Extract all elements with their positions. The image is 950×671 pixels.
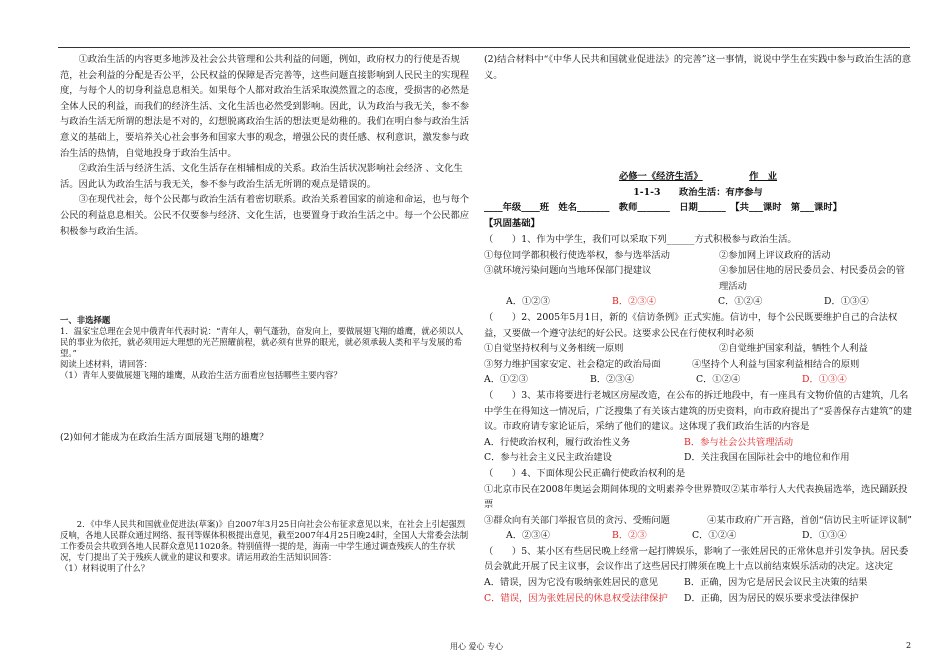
mc1-option: ①每位同学都积极行使选举权，参与选举活动 (484, 249, 670, 261)
mc1-answer-c: C．①②④ (718, 296, 763, 308)
intro-paragraph-2: ②政治生活与经济生活、文化生活存在相辅相成的关系。政治生活状况影响社会经济 、文化生活。因此认为政治生活与我无关，参不参与政治生活无所谓的观点是错误的。 (60, 163, 463, 190)
consolidate-heading: 【巩固基础】 (484, 217, 540, 229)
mc1-answer-b: B．②③④ (612, 296, 657, 308)
mc3-answers-row2 (484, 450, 912, 466)
mc2-options-row1 (484, 341, 912, 357)
intro-paragraph-1: ①政治生活的内容更多地涉及社会公共管理和公共利益的问题，例如，政府权力的行使是否规范，社会利益的分配是否公平，公民权益的保障是否完善等，这些问题直接影响到人民民主的实现程度，与每个人的切身利益息息相关。如果每个人都对政治生活采取漠然置之的态度，受损害的必然是全体人民的利益，而我们的经济生活、文化生活也必然受到影响。因此，认为政治与我无关，参不参与政治生活无所谓的想法是不对的，幻想脱离政治生活的想法更是幼稚的。我们在明白参与政治生活意义的基础上，要培养关心社会事务和国家大事的观念，增强公民的责任感、权利意识，激发参与政治生活的热情，自觉地投身于政治生活中。 (60, 54, 470, 159)
mc4-answers (484, 528, 912, 544)
mc4-answer-b: B．②③ (612, 530, 647, 542)
mc2-option: ①自觉坚持权利与义务相统一原则 (484, 343, 624, 355)
mc1-option: ②参加网上评议政府的活动 (719, 249, 831, 261)
intro-paragraph-3: ③在现代社会，每个公民都与政治生活有着密切联系。政治关系着国家的前途和命运，也与每个公民的利益息息相关。公民不仅要参与经济、文化生活，也要置身于政治生活之中。每一个公民都应积极参与政治生活。 (60, 194, 470, 237)
mc3-answer-c: C．参与社会主义民主政治建设 (484, 452, 612, 464)
q2-block (60, 519, 470, 574)
mc2-answers (484, 372, 912, 388)
mc4-line-2: ③群众向有关部门举报官员的贪污、受贿问题 ④某市政府广开言路，首创“信访民主听证评议制” (484, 514, 912, 526)
homework-subtitle: 1-1-3 政治生活：有序参与 (633, 186, 763, 198)
mc1-options-row1 (484, 248, 912, 264)
mc5-answers-row2 (484, 591, 912, 607)
mc3-answer-b: B．参与社会公共管理活动 (684, 436, 794, 448)
mc4-answer-d: D．①③④ (802, 530, 847, 542)
q2-stem: 2．《中华人民共和国就业促进法(草案)》自2007年3月25日向社会公布征求意见以来，在社会上引起强烈反响，各地人民群众通过网络、报刊等媒体积极提出意见，截至2007年4月25日晚24时，全国人大常委会法制工作委员会共收到各地人民群众意见11020条。特别值得一提的是，海南一中学生通过调查残疾人的生存状况，专门提出了关于残疾人就业的建议和要求。请运用政治生活知识回答： (60, 519, 469, 562)
q2-sub1: （1）材料说明了什么？ (60, 563, 150, 573)
q1-stem: 1．温家宝总理在会见中俄青年代表时说：“青年人，朝气蓬勃，奋发向上，要做展翅飞翔的雄鹰，就必须以人民的事业为依托，就必须用远大理想的光芒照耀前程，就必须有世界的眼光，就必须承载人类和平与发展的希望。” (60, 326, 464, 358)
q1-sub2-block (60, 430, 470, 446)
mc3-stem: （ ）3、某市将要进行老城区房屋改造，在公布的拆迁地段中，有一座具有文物价值的古建筑，几名中学生在得知这一情况后，广泛搜集了有关该古建筑的历史资料，向市政府提出了“妥善保存古建筑”的建议。市政府请专家论证后，采纳了他们的建议。这体现了我们政治生活的内容是 (484, 389, 912, 433)
mc5-stem: （ ）5、某小区有些居民晚上经常一起打牌娱乐，影响了一张姓居民的正常休息并引发争执。居民委员会就此开展了民主议事，会议作出了这些居民打牌须在晚上十点以前结束娱乐活动的决定。这决定 (484, 545, 909, 573)
mc2-options-row2 (484, 357, 912, 373)
mc2-option: ③努力维护国家安定、社会稳定的政治局面 (484, 358, 661, 370)
mc4-answer-c: C．①②④ (692, 530, 737, 542)
mc-questions (484, 232, 912, 606)
q2-sub2: (2)结合材料中“《中华人民共和国就业促进法》的完善”这一事情，说说中学生在实践中参与政治生活的意义。 (484, 54, 912, 81)
mc2-answer-a: A．①②③ (484, 374, 528, 386)
mc4-line-1: ①北京市民在2008年奥运会期间体现的文明素养令世界赞叹②某市举行人大代表换届选举，选民踊跃投票 (484, 483, 908, 511)
q2-sub2-block (484, 52, 912, 83)
mc2-answer-c: C．①②④ (696, 374, 741, 386)
q1-sub2: (2)如何才能成为在政治生活方面展翅飞翔的雄鹰？ (60, 432, 269, 443)
homework-fields: ____年级____班 姓名_______ 教师_______ 日期______ 【共___课时 第___课时】 (484, 202, 842, 214)
q1-instruction: 阅读上述材料，请回答： (60, 359, 153, 369)
mc5-answer-a: A．错误，因为它没有吸纳张姓居民的意见 (484, 577, 659, 589)
mc2-answer-d: D．①③④ (802, 374, 847, 386)
mc5-answer-d: D．正确，因为居民的娱乐要求受法律保护 (684, 592, 859, 604)
mc2-option: ④坚持个人利益与国家利益相结合的原则 (692, 358, 860, 370)
footer-slogan: 用心 爱心 专心 (450, 642, 504, 651)
homework-title-label: 作 业 (749, 171, 778, 182)
mc5-answer-c: C．错误，因为张姓居民的休息权受法律保护 (484, 592, 668, 604)
mc1-answer-a: A．①②③ (506, 296, 550, 308)
mc2-option: ②自觉维护国家利益，牺牲个人利益 (719, 343, 868, 355)
mc1-answer-d: D．①③④ (824, 296, 869, 308)
homework-header (484, 169, 912, 231)
mc3-answer-a: A．行使政治权利，履行政治性义务 (484, 436, 631, 448)
mc1-options-row2 (484, 263, 912, 294)
mc1-stem: （ ）1、作为中学生，我们可以采取下列______方式积极参与政治生活。 (484, 234, 797, 245)
mc1-option: ③就环境污染问题向当地环保部门提建议 (484, 265, 652, 277)
page-number: 2 (906, 641, 912, 650)
mc2-answer-b: B．②③④ (590, 374, 635, 386)
mc2-stem: （ ）2、2005年5月1日，新的《信访条例》正式实施。信访中，每个公民既要维护自己的合法权益，又要做一个遵守法纪的好公民。这要求公民在行使权利时必须 (484, 311, 898, 339)
homework-title (484, 169, 912, 185)
mc1-option: ④参加居住地的居民委员会、村民委员会的管理活动 (719, 265, 905, 292)
nonchoice-section (60, 315, 470, 381)
top-rule (58, 47, 910, 48)
intro-answers (60, 52, 470, 239)
mc4-answer-a: A．②③④ (506, 530, 550, 542)
q1-sub1: （1）青年人要做展翅飞翔的雄鹰，从政治生活方面看应包括哪些主要内容？ (60, 370, 342, 380)
homework-title-course: 必修一《经济生活》 (618, 171, 703, 182)
mc1-answers (484, 294, 912, 310)
mc5-answer-b: B．正确，因为它是居民会议民主决策的结果 (684, 577, 868, 589)
mc3-answers-row1 (484, 435, 912, 451)
mc4-stem: （ ）4、下面体现公民正确行使政治权利的是 (484, 467, 686, 479)
mc3-answer-d: D．关注我国在国际社会中的地位和作用 (684, 452, 850, 464)
section-title: 一、非选择题 (60, 315, 111, 325)
mc5-answers-row1 (484, 575, 912, 591)
